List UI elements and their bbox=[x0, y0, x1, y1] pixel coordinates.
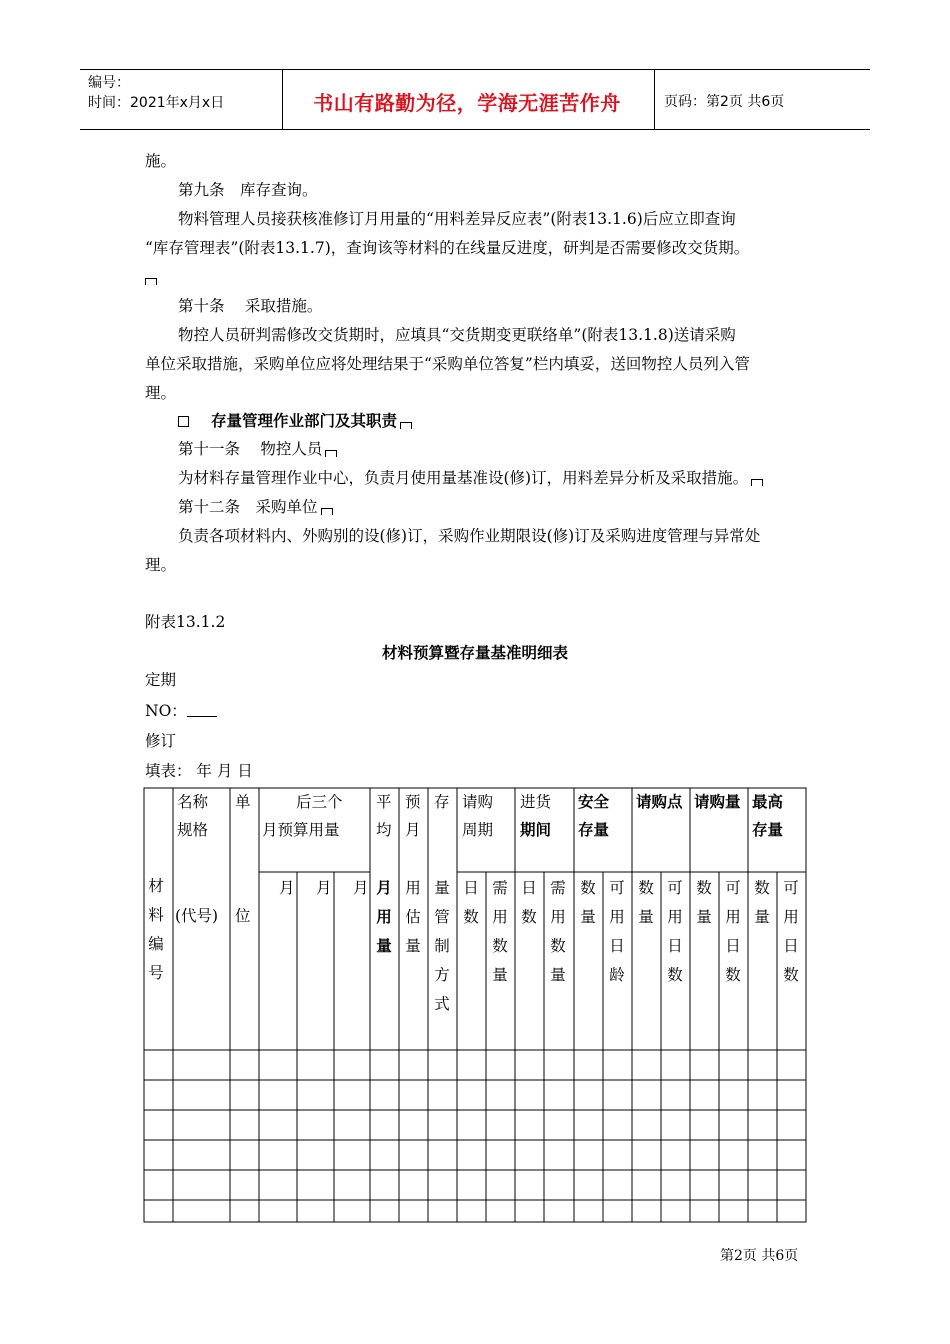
th-lead-days: 日数 bbox=[521, 879, 537, 926]
header-page-number: 页码：第2页 共6页 bbox=[664, 94, 785, 110]
th-est-monthly: 用估量 bbox=[405, 879, 421, 955]
revise-label: 修订 bbox=[145, 732, 177, 750]
th-name: 名称 bbox=[177, 793, 209, 811]
periodic-label: 定期 bbox=[145, 671, 177, 689]
th-material-no: 材料编号 bbox=[148, 877, 164, 982]
th-cycle-need: 需用数量 bbox=[492, 879, 508, 984]
th-lead-need: 需用数量 bbox=[550, 879, 566, 984]
th-qty-days: 可用日数 bbox=[725, 879, 741, 984]
checkbox-icon bbox=[178, 416, 189, 427]
th-est-bottom: 月 bbox=[405, 821, 421, 839]
page-header bbox=[80, 69, 870, 130]
header-meta bbox=[88, 73, 224, 113]
paragraph-line: 施。 bbox=[145, 152, 177, 170]
paragraph-line: 单位采取措施，采购单位应将处理结果于“采购单位答复”栏内填妥，送回物控人员列入管 bbox=[145, 355, 750, 373]
th-reorder-qty: 请购量 bbox=[694, 793, 741, 811]
th-cycle-sub: 周期 bbox=[462, 821, 494, 839]
th-qty-qty: 数量 bbox=[696, 879, 712, 926]
th-lead-sub: 期间 bbox=[520, 821, 552, 839]
form-title: 材料预算暨存量基准明细表 bbox=[381, 644, 568, 662]
th-unit-bottom: 位 bbox=[235, 907, 251, 925]
th-code: (代号) bbox=[175, 907, 219, 925]
doc-time: 时间：2021年x月x日 bbox=[88, 95, 225, 111]
th-store: 存 bbox=[434, 793, 450, 811]
th-budget: 后三个 bbox=[296, 793, 343, 811]
th-point-qty: 数量 bbox=[638, 879, 654, 926]
th-safety-age: 可用日龄 bbox=[609, 879, 625, 984]
th-point-days: 可用日数 bbox=[667, 879, 683, 984]
paragraph-line: 理。 bbox=[145, 384, 177, 402]
article-11-heading: 第十一条 物控人员 bbox=[178, 438, 337, 460]
th-reorder-point: 请购点 bbox=[636, 793, 683, 811]
article-9-heading: 第九条 库存查询。 bbox=[178, 181, 318, 199]
fill-date: 填表： 年 月 日 bbox=[145, 762, 253, 780]
th-max-sub: 存量 bbox=[752, 821, 784, 839]
th-month-3: 月 bbox=[353, 879, 369, 897]
article-10-heading: 第十条 采取措施。 bbox=[178, 297, 323, 315]
th-avg-monthly: 月用量 bbox=[376, 879, 392, 955]
th-cycle-days: 日数 bbox=[463, 879, 479, 926]
paragraph-line: 负责各项材料内、外购别的设(修)订，采购作业期限设(修)订及采购进度管理与异常处 bbox=[178, 527, 761, 545]
paragraph-line: 理。 bbox=[145, 556, 177, 574]
th-safety-sub: 存量 bbox=[578, 821, 610, 839]
th-unit-top: 单 bbox=[235, 793, 251, 811]
th-spec: 规格 bbox=[177, 821, 209, 839]
th-month-2: 月 bbox=[316, 879, 332, 897]
th-avg-top: 平 bbox=[376, 793, 392, 811]
th-avg-bottom: 均 bbox=[376, 821, 392, 839]
article-12-heading: 第十二条 采购单位 bbox=[178, 496, 333, 518]
appendix-label: 附表13.1.2 bbox=[145, 613, 226, 631]
header-motto: 书山有路勤为径，学海无涯苦作舟 bbox=[313, 91, 621, 115]
page-footer: 第2页 共6页 bbox=[720, 1248, 799, 1264]
doc-code: 编号： bbox=[88, 75, 130, 91]
th-max-days: 可用日数 bbox=[783, 879, 799, 984]
th-cycle: 请购 bbox=[462, 793, 494, 811]
paragraph-line: 物料管理人员接获核准修订月用量的“用料差异反应表”(附表13.1.6)后应立即查询 bbox=[178, 210, 736, 228]
no-field[interactable]: NO： bbox=[145, 700, 217, 722]
th-est-top: 预 bbox=[405, 793, 421, 811]
th-lead: 进货 bbox=[520, 793, 552, 811]
paragraph-line: 物控人员研判需修改交货期时，应填具“交货期变更联络单”(附表13.1.8)送请采购 bbox=[178, 326, 736, 344]
paragraph-line: 为材料存量管理作业中心，负责月使用量基准设(修)订，用料差异分析及采取措施。 bbox=[178, 467, 763, 489]
th-safety-qty: 数量 bbox=[580, 879, 596, 926]
header-divider bbox=[654, 70, 655, 129]
th-max-qty: 数量 bbox=[754, 879, 770, 926]
section-heading: 存量管理作业部门及其职责 bbox=[178, 410, 412, 432]
th-budget-sub: 月预算用量 bbox=[262, 821, 340, 839]
th-max: 最高 bbox=[752, 793, 784, 811]
th-safety: 安全 bbox=[578, 793, 610, 811]
th-store-method: 量管制方式 bbox=[434, 879, 450, 1013]
paragraph-mark bbox=[145, 266, 157, 288]
th-month-1: 月 bbox=[279, 879, 295, 897]
paragraph-line: “库存管理表”(附表13.1.7)，查询该等材料的在线量反进度，研判是否需要修改交货期。 bbox=[145, 239, 750, 257]
